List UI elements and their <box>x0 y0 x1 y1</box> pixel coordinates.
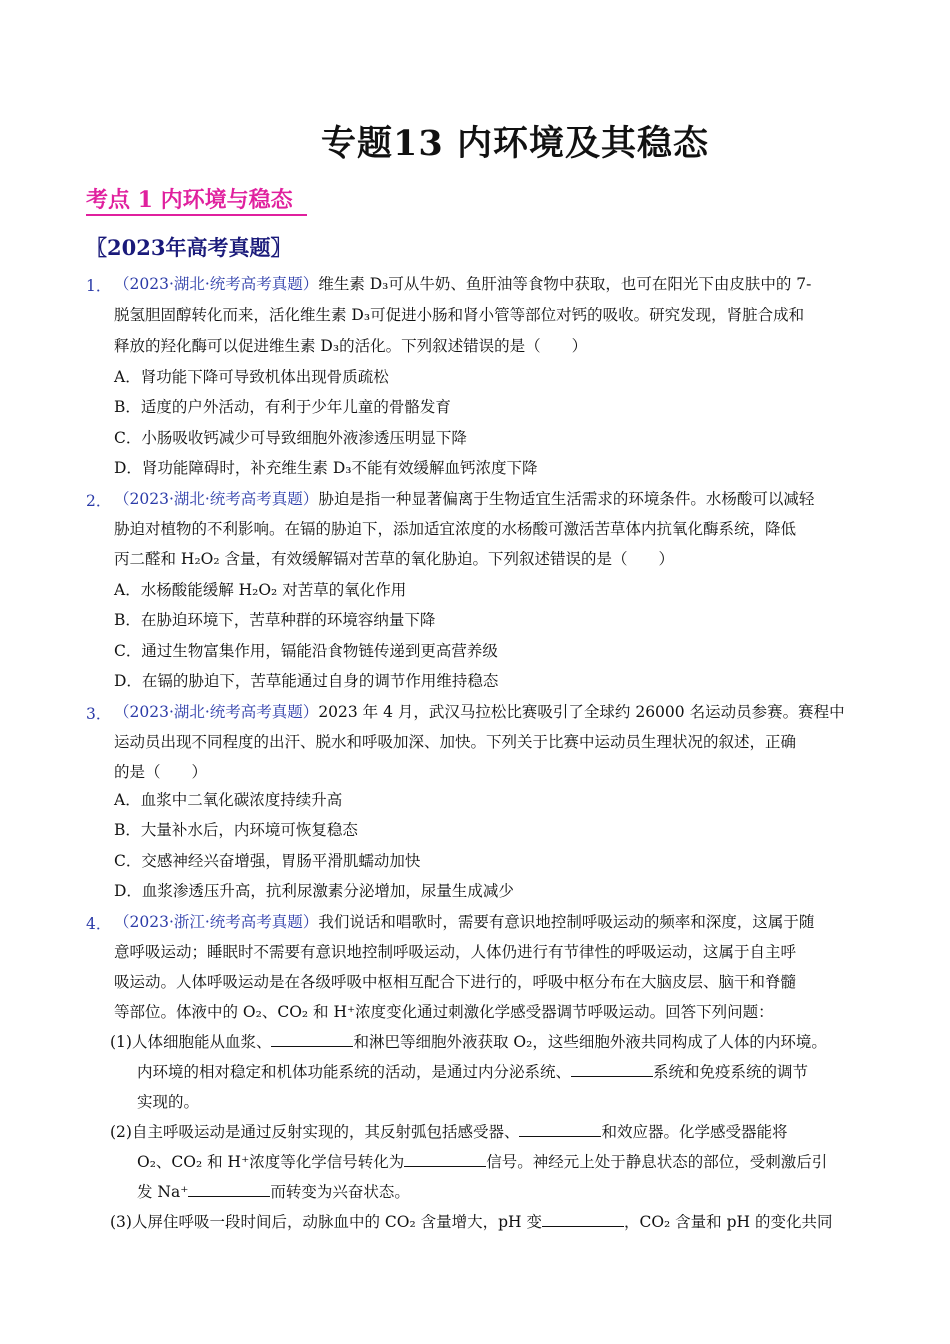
text-segment: 和淋巴等细胞外液获取 O₂，这些细胞外液共同构成了人体的内环境。 <box>353 1033 827 1051</box>
sub-question-1-line: 实现的。 <box>137 1093 200 1111</box>
text-segment: 而转变为兴奋状态。 <box>270 1183 410 1201</box>
question-text: 胁迫是指一种显著偏离于生物适宜生活需求的环境条件。水杨酸可以减轻 <box>318 490 815 508</box>
sub-question-2-line <box>137 1182 410 1202</box>
sub-question-2-line <box>137 1152 827 1172</box>
option-c: C．交感神经兴奋增强，胃肠平滑肌蠕动加快 <box>114 852 421 870</box>
question-source: （2023·湖北·统考高考真题） <box>114 490 319 508</box>
option-d: D．在镉的胁迫下，苦草能通过自身的调节作用维持稳态 <box>114 672 499 690</box>
question-stem-line: 等部位。体液中的 O₂、CO₂ 和 H⁺浓度变化通过刺激化学感受器调节呼吸运动。回答下列问题： <box>114 1003 774 1021</box>
text-segment: 信号。神经元上处于静息状态的部位，受刺激后引 <box>486 1153 828 1171</box>
question-stem-line: 意呼吸运动；睡眠时不需要有意识地控制呼吸运动，人体仍进行有节律性的呼吸运动，这属于自主呼 <box>114 943 797 961</box>
option-c: C．通过生物富集作用，镉能沿食物链传递到更高营养级 <box>114 642 498 660</box>
option-a: A．肾功能下降可导致机体出现骨质疏松 <box>114 368 389 386</box>
question-stem-line: 的是（ ） <box>114 763 208 781</box>
question-stem-line: 丙二醛和 H₂O₂ 含量，有效缓解镉对苦草的氧化胁迫。下列叙述错误的是（ ） <box>114 550 675 568</box>
question-text: 维生素 D₃可从牛奶、鱼肝油等食物中获取，也可在阳光下由皮肤中的 7- <box>318 275 812 293</box>
option-b: B．适度的户外活动，有利于少年儿童的骨骼发育 <box>114 398 451 416</box>
text-segment: 和效应器。化学感受器能将 <box>601 1123 788 1141</box>
question-stem-line <box>114 912 814 932</box>
option-b: B．大量补水后，内环境可恢复稳态 <box>114 821 358 839</box>
text-segment: 发 Na⁺ <box>137 1183 189 1201</box>
sub-question-3-line <box>110 1212 832 1232</box>
question-source: （2023·湖北·统考高考真题） <box>114 703 319 721</box>
sub-question-1-line <box>110 1032 827 1052</box>
question-text: 我们说话和唱歌时，需要有意识地控制呼吸运动的频率和深度，这属于随 <box>318 913 815 931</box>
answer-blank[interactable] <box>271 1032 353 1047</box>
text-segment: 内环境的相对稳定和机体功能系统的活动，是通过内分泌系统、 <box>137 1063 572 1081</box>
section-heading: 考点 1 内环境与稳态 <box>86 186 307 216</box>
question-stem-line: 运动员出现不同程度的出汗、脱水和呼吸加深、加快。下列关于比赛中运动员生理状况的叙述，正确 <box>114 733 797 751</box>
sub-question-1-line <box>137 1062 808 1082</box>
page-title: 专题13 内环境及其稳态 <box>321 123 709 164</box>
option-c: C．小肠吸收钙减少可导致细胞外液渗透压明显下降 <box>114 429 467 447</box>
option-a: A．血浆中二氧化碳浓度持续升高 <box>114 791 343 809</box>
question-stem-line: 胁迫对植物的不利影响。在镉的胁迫下，添加适宜浓度的水杨酸可激活苦草体内抗氧化酶系统，降低 <box>114 520 797 538</box>
option-d: D．肾功能障碍时，补充维生素 D₃不能有效缓解血钙浓度下降 <box>114 459 538 477</box>
text-segment: (2)自主呼吸运动是通过反射实现的，其反射弧包括感受器、 <box>110 1123 520 1141</box>
question-number: 3． <box>86 705 112 723</box>
sub-question-2-line <box>110 1122 787 1142</box>
question-number: 4． <box>86 915 112 933</box>
question-stem-line: 脱氢胆固醇转化而来，活化维生素 D₃可促进小肠和肾小管等部位对钙的吸收。研究发现，肾脏合成和 <box>114 306 805 324</box>
question-text: 2023 年 4 月，武汉马拉松比赛吸引了全球约 26000 名运动员参赛。赛程中 <box>318 703 845 721</box>
question-stem-line <box>114 489 814 509</box>
question-stem-line <box>114 702 845 722</box>
question-number: 1． <box>86 277 112 295</box>
option-b: B．在胁迫环境下，苦草种群的环境容纳量下降 <box>114 611 436 629</box>
question-source: （2023·浙江·统考高考真题） <box>114 913 319 931</box>
question-stem-line: 吸运动。人体呼吸运动是在各级呼吸中枢相互配合下进行的，呼吸中枢分布在大脑皮层、脑干和脊髓 <box>114 973 797 991</box>
question-number: 2． <box>86 492 112 510</box>
answer-blank[interactable] <box>404 1152 486 1167</box>
answer-blank[interactable] <box>571 1062 653 1077</box>
answer-blank[interactable] <box>542 1212 624 1227</box>
text-segment: (1)人体细胞能从血浆、 <box>110 1033 272 1051</box>
text-segment: ，CO₂ 含量和 pH 的变化共同 <box>623 1213 833 1231</box>
question-source: （2023·湖北·统考高考真题） <box>114 275 319 293</box>
option-d: D．血浆渗透压升高，抗利尿激素分泌增加，尿量生成减少 <box>114 882 514 900</box>
answer-blank[interactable] <box>188 1182 270 1197</box>
option-a: A．水杨酸能缓解 H₂O₂ 对苦草的氧化作用 <box>114 581 407 599</box>
question-stem-line: 释放的羟化酶可以促进维生素 D₃的活化。下列叙述错误的是（ ） <box>114 337 588 355</box>
text-segment: (3)人屏住呼吸一段时间后，动脉血中的 CO₂ 含量增大，pH 变 <box>110 1213 542 1231</box>
question-stem-line <box>114 274 811 294</box>
text-segment: O₂、CO₂ 和 H⁺浓度等化学信号转化为 <box>137 1153 405 1171</box>
year-subheading: 〖2023年高考真题〗 <box>86 235 292 260</box>
answer-blank[interactable] <box>519 1122 601 1137</box>
text-segment: 系统和免疫系统的调节 <box>653 1063 809 1081</box>
